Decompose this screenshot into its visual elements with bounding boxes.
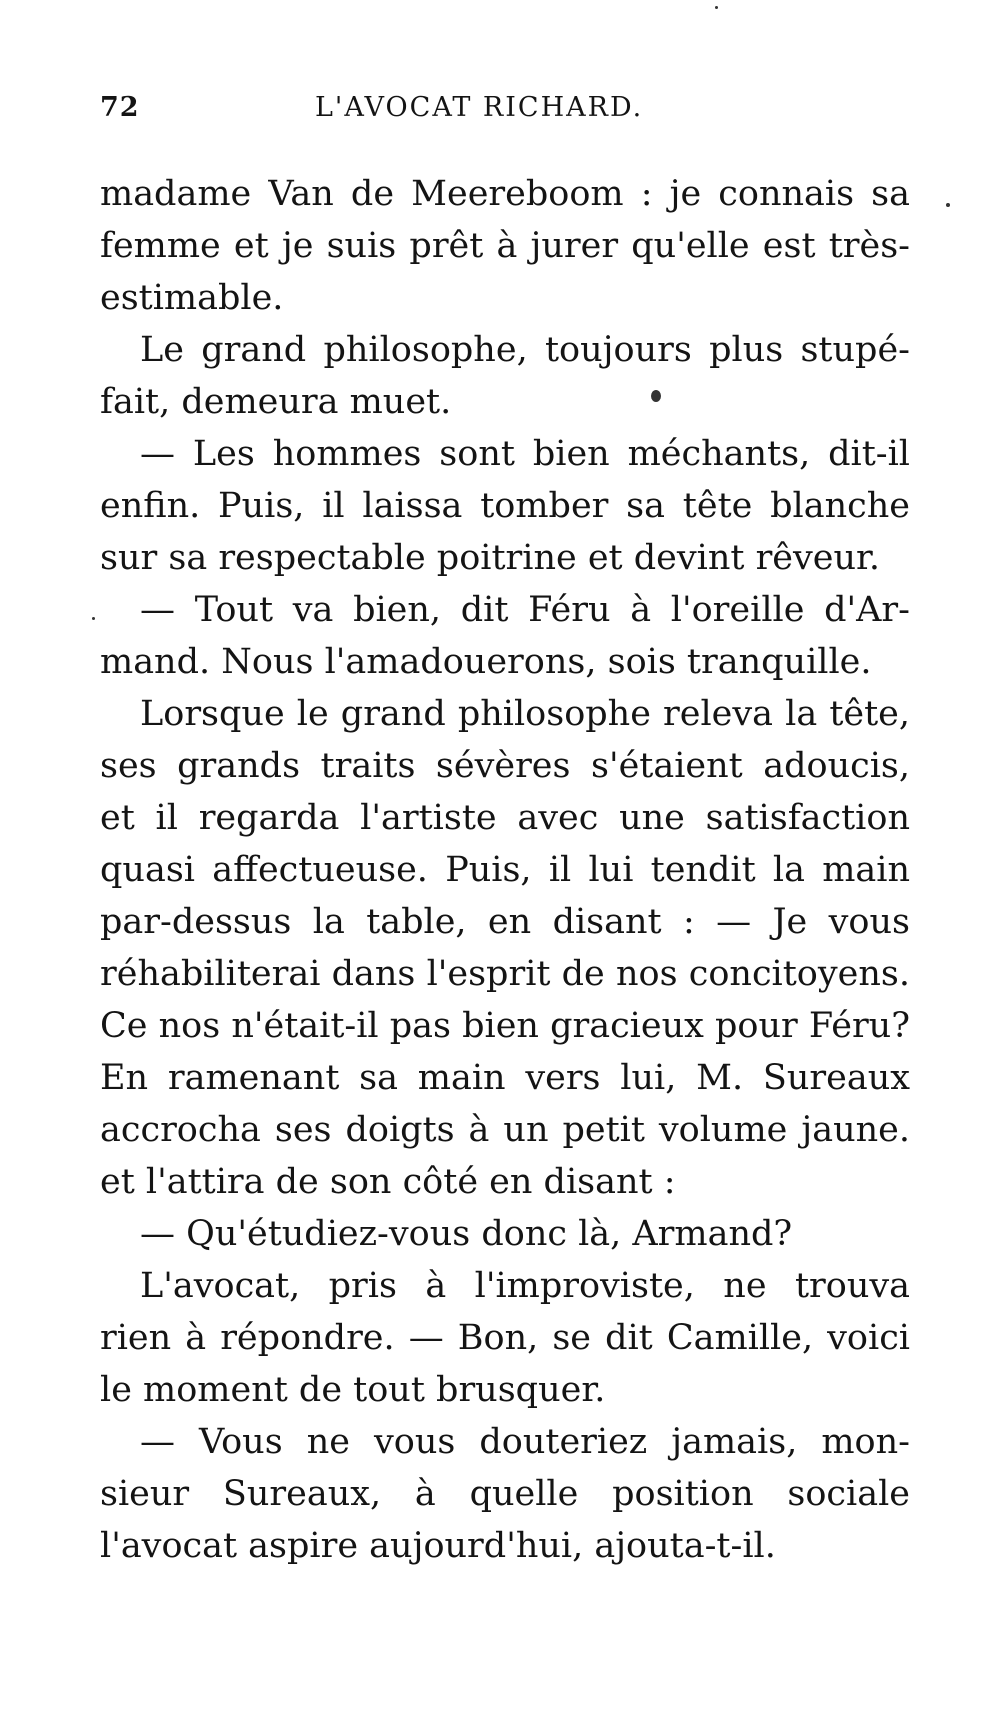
text-line: Ce nos n'était-il pas bien gracieux pour Féru? — [100, 1006, 910, 1046]
text-line: réhabiliterai dans l'esprit de nos concitoyens. — [100, 954, 910, 994]
text-line: En ramenant sa main vers lui, M. Sureaux — [100, 1058, 910, 1098]
text-line: Lorsque le grand philosophe releva la tête, — [140, 694, 910, 734]
text-line: et il regarda l'artiste avec une satisfaction — [100, 798, 910, 838]
text-line: fait, demeura muet. — [100, 382, 452, 422]
body-text — [100, 168, 910, 1572]
text-line: accrocha ses doigts à un petit volume jaune. — [100, 1110, 910, 1150]
text-line: le moment de tout brusquer. — [100, 1370, 606, 1410]
page-number: 72 — [100, 92, 140, 123]
ink-spot — [651, 390, 661, 402]
ink-spot — [92, 617, 95, 620]
text-line: — Qu'étudiez-vous donc là, Armand? — [140, 1214, 793, 1254]
text-line: — Les hommes sont bien méchants, dit-il — [140, 434, 910, 474]
text-line: sur sa respectable poitrine et devint rêveur. — [100, 538, 881, 578]
text-line: enfin. Puis, il laissa tomber sa tête blanche — [100, 486, 910, 526]
text-line: rien à répondre. — Bon, se dit Camille, voici — [100, 1318, 910, 1358]
ink-spot — [715, 6, 718, 9]
text-line: estimable. — [100, 278, 284, 318]
ink-spot — [946, 203, 950, 207]
page-header — [100, 92, 680, 132]
text-line: — Vous ne vous douteriez jamais, mon- — [140, 1422, 910, 1462]
text-line: Le grand philosophe, toujours plus stupé- — [140, 330, 910, 370]
running-title: L'AVOCAT RICHARD. — [315, 92, 644, 123]
text-line: madame Van de Meereboom : je connais sa — [100, 174, 910, 214]
text-line: l'avocat aspire aujourd'hui, ajouta-t-il. — [100, 1526, 776, 1566]
text-line: mand. Nous l'amadouerons, sois tranquille. — [100, 642, 872, 682]
text-line: sieur Sureaux, à quelle position sociale — [100, 1474, 910, 1514]
text-line: et l'attira de son côté en disant : — [100, 1162, 676, 1202]
text-line: par-dessus la table, en disant : — Je vous — [100, 902, 910, 942]
text-line: L'avocat, pris à l'improviste, ne trouva — [140, 1266, 910, 1306]
text-line: ses grands traits sévères s'étaient adoucis, — [100, 746, 910, 786]
text-line: femme et je suis prêt à jurer qu'elle est très- — [100, 226, 910, 266]
text-line: — Tout va bien, dit Féru à l'oreille d'Ar- — [140, 590, 910, 630]
text-line: quasi affectueuse. Puis, il lui tendit la main — [100, 850, 910, 890]
